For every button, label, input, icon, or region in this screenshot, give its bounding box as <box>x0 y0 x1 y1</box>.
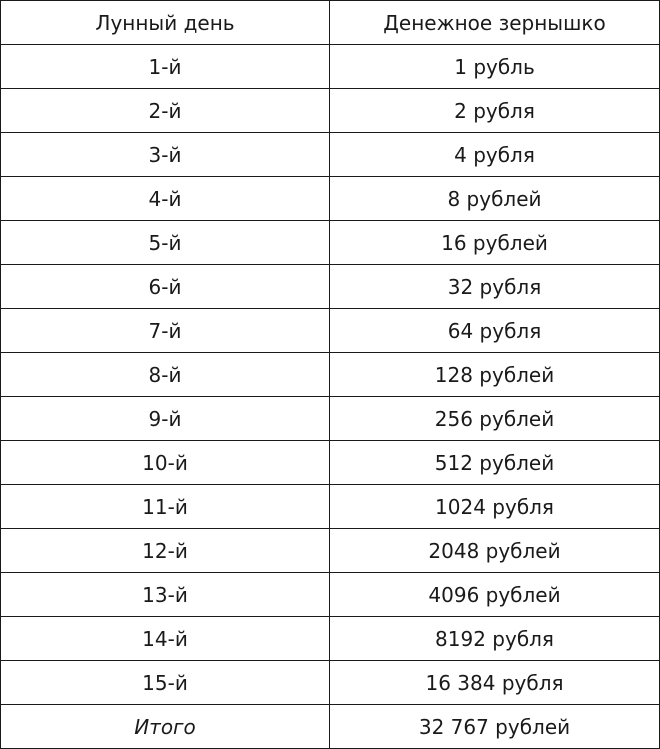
total-label: Итого <box>1 705 330 749</box>
table-row <box>1 573 660 617</box>
money-grain-cell: 64 рубля <box>330 309 660 353</box>
table-header <box>1 1 660 45</box>
money-grain-cell: 8 рублей <box>330 177 660 221</box>
table-row <box>1 133 660 177</box>
table-row <box>1 309 660 353</box>
table-row <box>1 221 660 265</box>
table-row <box>1 485 660 529</box>
table-row <box>1 265 660 309</box>
table-row <box>1 45 660 89</box>
money-grain-cell: 4096 рублей <box>330 573 660 617</box>
money-grain-cell: 16 рублей <box>330 221 660 265</box>
table-row <box>1 353 660 397</box>
money-grain-cell: 8192 рубля <box>330 617 660 661</box>
table-row <box>1 441 660 485</box>
money-grain-cell: 16 384 рубля <box>330 661 660 705</box>
lunar-day-cell: 2-й <box>1 89 330 133</box>
money-grain-cell: 32 рубля <box>330 265 660 309</box>
lunar-day-cell: 8-й <box>1 353 330 397</box>
money-grain-cell: 128 рублей <box>330 353 660 397</box>
header-money-grain: Денежное зернышко <box>330 1 660 45</box>
total-row <box>1 705 660 749</box>
money-grain-cell: 4 рубля <box>330 133 660 177</box>
lunar-day-cell: 7-й <box>1 309 330 353</box>
lunar-day-cell: 12-й <box>1 529 330 573</box>
header-row <box>1 1 660 45</box>
table-row <box>1 529 660 573</box>
table-row <box>1 177 660 221</box>
table-row <box>1 89 660 133</box>
table-body <box>1 45 660 749</box>
money-grain-cell: 512 рублей <box>330 441 660 485</box>
lunar-day-cell: 3-й <box>1 133 330 177</box>
money-grain-cell: 256 рублей <box>330 397 660 441</box>
money-grain-cell: 2048 рублей <box>330 529 660 573</box>
lunar-day-cell: 9-й <box>1 397 330 441</box>
table-row <box>1 617 660 661</box>
lunar-day-cell: 4-й <box>1 177 330 221</box>
lunar-day-cell: 10-й <box>1 441 330 485</box>
money-grain-cell: 1024 рубля <box>330 485 660 529</box>
header-lunar-day: Лунный день <box>1 1 330 45</box>
table-row <box>1 397 660 441</box>
lunar-day-cell: 6-й <box>1 265 330 309</box>
table-row <box>1 661 660 705</box>
lunar-day-cell: 1-й <box>1 45 330 89</box>
lunar-day-cell: 11-й <box>1 485 330 529</box>
lunar-day-cell: 15-й <box>1 661 330 705</box>
lunar-day-cell: 13-й <box>1 573 330 617</box>
total-value: 32 767 рублей <box>330 705 660 749</box>
lunar-day-cell: 14-й <box>1 617 330 661</box>
money-grain-cell: 1 рубль <box>330 45 660 89</box>
lunar-day-cell: 5-й <box>1 221 330 265</box>
money-grain-cell: 2 рубля <box>330 89 660 133</box>
